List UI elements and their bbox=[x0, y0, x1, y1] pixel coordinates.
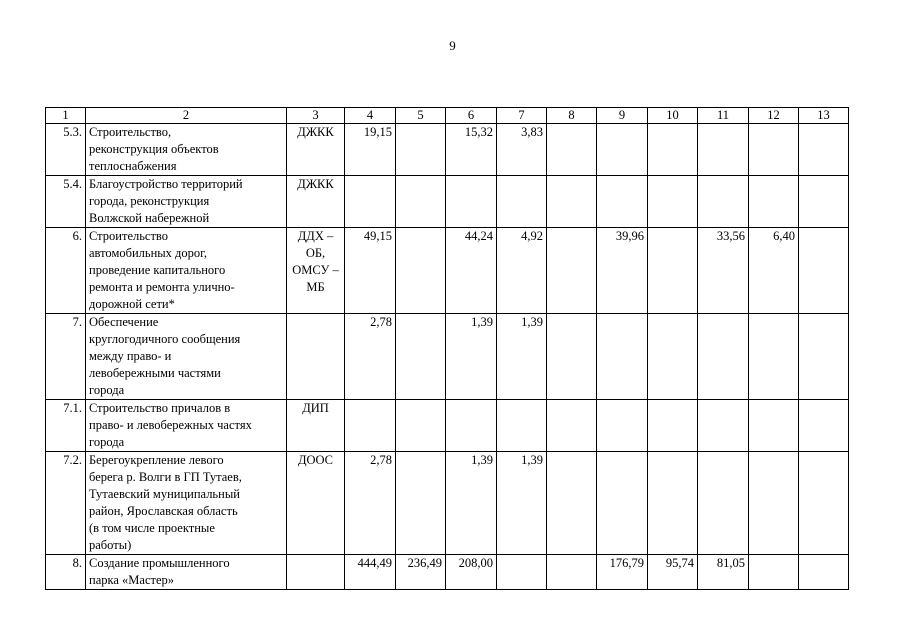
value-cell bbox=[547, 176, 597, 228]
measure-name-line: берега р. Волги в ГП Тутаев, bbox=[89, 470, 242, 484]
table-row bbox=[46, 314, 849, 400]
responsible-executor-line: МБ bbox=[306, 280, 325, 294]
measure-name-line: города bbox=[89, 383, 125, 397]
measure-name bbox=[86, 124, 287, 176]
table-row bbox=[46, 124, 849, 176]
value-cell bbox=[396, 452, 446, 555]
value-cell bbox=[799, 555, 849, 590]
value-cell: 81,05 bbox=[698, 555, 749, 590]
responsible-executor bbox=[287, 555, 345, 590]
value-cell bbox=[345, 400, 396, 452]
measure-name-line: Волжской набережной bbox=[89, 211, 210, 225]
column-number: 3 bbox=[287, 108, 345, 124]
value-cell bbox=[497, 176, 547, 228]
value-cell bbox=[446, 176, 497, 228]
value-cell bbox=[749, 124, 799, 176]
value-cell: 1,39 bbox=[446, 452, 497, 555]
column-number: 10 bbox=[648, 108, 698, 124]
value-cell: 39,96 bbox=[597, 228, 648, 314]
row-number: 7. bbox=[46, 314, 86, 400]
responsible-executor bbox=[287, 400, 345, 452]
value-cell bbox=[799, 314, 849, 400]
value-cell bbox=[547, 555, 597, 590]
value-cell bbox=[799, 452, 849, 555]
row-number: 5.3. bbox=[46, 124, 86, 176]
table-body bbox=[46, 108, 849, 590]
value-cell bbox=[597, 176, 648, 228]
measure-name-line: дорожной сети* bbox=[89, 297, 175, 311]
measure-name-line: Тутаевский муниципальный bbox=[89, 487, 240, 501]
value-cell: 15,32 bbox=[446, 124, 497, 176]
value-cell: 208,00 bbox=[446, 555, 497, 590]
value-cell bbox=[396, 228, 446, 314]
table-row bbox=[46, 555, 849, 590]
value-cell bbox=[749, 452, 799, 555]
page-number: 9 bbox=[449, 38, 456, 53]
measure-name-line: левобережными частями bbox=[89, 366, 221, 380]
row-number: 7.1. bbox=[46, 400, 86, 452]
column-number: 12 bbox=[749, 108, 799, 124]
measure-name-line: (в том числе проектные bbox=[89, 521, 215, 535]
column-number: 6 bbox=[446, 108, 497, 124]
responsible-executor-line: ДЖКК bbox=[297, 125, 334, 139]
value-cell: 1,39 bbox=[446, 314, 497, 400]
value-cell bbox=[698, 400, 749, 452]
row-number: 7.2. bbox=[46, 452, 86, 555]
measure-name bbox=[86, 228, 287, 314]
value-cell bbox=[547, 400, 597, 452]
value-cell: 2,78 bbox=[345, 452, 396, 555]
table-row bbox=[46, 452, 849, 555]
measure-name-line: Строительство bbox=[89, 229, 169, 243]
value-cell bbox=[698, 452, 749, 555]
measure-name-line: города, реконструкция bbox=[89, 194, 210, 208]
value-cell bbox=[547, 314, 597, 400]
measure-name-line: Благоустройство территорий bbox=[89, 177, 243, 191]
measure-name-line: парка «Мастер» bbox=[89, 573, 175, 587]
value-cell: 1,39 bbox=[497, 452, 547, 555]
value-cell: 33,56 bbox=[698, 228, 749, 314]
measure-name-line: проведение капитального bbox=[89, 263, 226, 277]
value-cell bbox=[396, 124, 446, 176]
value-cell bbox=[749, 176, 799, 228]
row-number: 5.4. bbox=[46, 176, 86, 228]
value-cell: 49,15 bbox=[345, 228, 396, 314]
responsible-executor-line: ДИП bbox=[302, 401, 329, 415]
value-cell: 236,49 bbox=[396, 555, 446, 590]
value-cell: 176,79 bbox=[597, 555, 648, 590]
column-number: 8 bbox=[547, 108, 597, 124]
value-cell: 3,83 bbox=[497, 124, 547, 176]
responsible-executor-line: ДООС bbox=[297, 453, 334, 467]
program-table bbox=[45, 107, 849, 590]
value-cell bbox=[597, 400, 648, 452]
measure-name-line: автомобильных дорог, bbox=[89, 246, 208, 260]
value-cell bbox=[648, 400, 698, 452]
value-cell bbox=[396, 176, 446, 228]
table-row bbox=[46, 176, 849, 228]
column-number: 13 bbox=[799, 108, 849, 124]
measure-name-line: реконструкция объектов bbox=[89, 142, 219, 156]
measure-name-line: район, Ярославская область bbox=[89, 504, 238, 518]
column-number: 7 bbox=[497, 108, 547, 124]
value-cell: 44,24 bbox=[446, 228, 497, 314]
value-cell bbox=[345, 176, 396, 228]
value-cell bbox=[799, 228, 849, 314]
table-row bbox=[46, 400, 849, 452]
column-number: 1 bbox=[46, 108, 86, 124]
measure-name-line: Берегоукрепление левого bbox=[89, 453, 224, 467]
value-cell bbox=[749, 555, 799, 590]
measure-name bbox=[86, 176, 287, 228]
value-cell bbox=[799, 400, 849, 452]
value-cell bbox=[597, 124, 648, 176]
value-cell bbox=[597, 314, 648, 400]
measure-name-line: Строительство, bbox=[89, 125, 172, 139]
value-cell bbox=[396, 400, 446, 452]
responsible-executor-line: ДДХ – bbox=[297, 229, 334, 243]
responsible-executor bbox=[287, 228, 345, 314]
value-cell bbox=[648, 452, 698, 555]
column-number: 4 bbox=[345, 108, 396, 124]
value-cell: 6,40 bbox=[749, 228, 799, 314]
value-cell bbox=[446, 400, 497, 452]
value-cell: 19,15 bbox=[345, 124, 396, 176]
measure-name bbox=[86, 555, 287, 590]
value-cell bbox=[396, 314, 446, 400]
measure-name bbox=[86, 314, 287, 400]
responsible-executor-line: ОМСУ – bbox=[292, 263, 339, 277]
measure-name-line: между право- и bbox=[89, 349, 172, 363]
value-cell: 95,74 bbox=[648, 555, 698, 590]
measure-name-line: теплоснабжения bbox=[89, 159, 177, 173]
value-cell bbox=[547, 452, 597, 555]
value-cell bbox=[648, 228, 698, 314]
value-cell: 2,78 bbox=[345, 314, 396, 400]
value-cell bbox=[698, 314, 749, 400]
column-number: 5 bbox=[396, 108, 446, 124]
row-number: 8. bbox=[46, 555, 86, 590]
responsible-executor bbox=[287, 314, 345, 400]
column-number: 9 bbox=[597, 108, 648, 124]
value-cell bbox=[698, 124, 749, 176]
value-cell bbox=[648, 314, 698, 400]
value-cell bbox=[698, 176, 749, 228]
column-number-row bbox=[46, 108, 849, 124]
measure-name-line: Создание промышленного bbox=[89, 556, 230, 570]
measure-name bbox=[86, 400, 287, 452]
value-cell bbox=[547, 228, 597, 314]
responsible-executor bbox=[287, 452, 345, 555]
column-number: 2 bbox=[86, 108, 287, 124]
value-cell bbox=[497, 400, 547, 452]
measure-name-line: право- и левобережных частях bbox=[89, 418, 252, 432]
value-cell: 4,92 bbox=[497, 228, 547, 314]
measure-name bbox=[86, 452, 287, 555]
column-number: 11 bbox=[698, 108, 749, 124]
value-cell bbox=[597, 452, 648, 555]
value-cell bbox=[497, 555, 547, 590]
responsible-executor bbox=[287, 176, 345, 228]
responsible-executor-line: ДЖКК bbox=[297, 177, 334, 191]
measure-name-line: города bbox=[89, 435, 125, 449]
value-cell: 1,39 bbox=[497, 314, 547, 400]
row-number: 6. bbox=[46, 228, 86, 314]
responsible-executor bbox=[287, 124, 345, 176]
value-cell bbox=[799, 124, 849, 176]
measure-name-line: Строительство причалов в bbox=[89, 401, 231, 415]
measure-name-line: круглогодичного сообщения bbox=[89, 332, 241, 346]
value-cell bbox=[749, 400, 799, 452]
measure-name-line: работы) bbox=[89, 538, 132, 552]
value-cell bbox=[547, 124, 597, 176]
measure-name-line: Обеспечение bbox=[89, 315, 159, 329]
value-cell bbox=[799, 176, 849, 228]
value-cell: 444,49 bbox=[345, 555, 396, 590]
value-cell bbox=[648, 176, 698, 228]
responsible-executor-line: ОБ, bbox=[305, 246, 326, 260]
value-cell bbox=[648, 124, 698, 176]
table-row bbox=[46, 228, 849, 314]
value-cell bbox=[749, 314, 799, 400]
measure-name-line: ремонта и ремонта улично- bbox=[89, 280, 235, 294]
